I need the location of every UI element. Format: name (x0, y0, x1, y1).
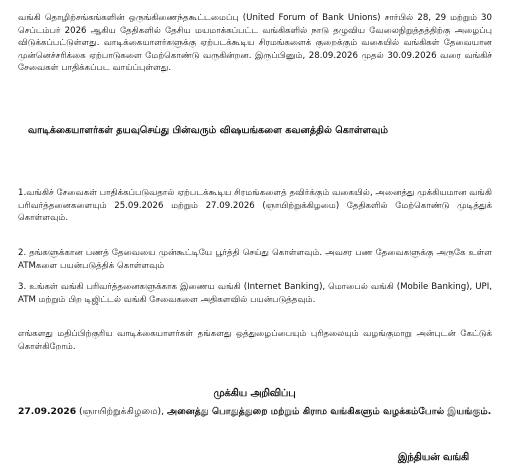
advice-point-1: 1.வங்கிச் சேவைகள் பாதிக்கப்படுவதால் ஏற்படக்கூடிய சிரமங்களைத் தவிர்க்கும் வகையில், அனைத்து முக்கியமான வங்கி பரிவர்த்தனைகளையும் 25.09.2026 மற்றும் 27.09.2026 (ஞாயிற்றுக்கிழமை) தேதிகளில் மேற்கொண்டு முடித்துக் கொள்ளவும். (18, 188, 492, 224)
notice-date: 27.09.2026 (18, 406, 77, 417)
intro-paragraph: வங்கி தொழிற்சங்கங்களின் ஒருங்கிணைந்தகூட்டமைப்பு (United Forum of Bank Unions) சார்பில் 28, 29 மற்றும் 30 செப்டம்பர் 2026 ஆகிய தேதிகளில் தேசிய மயமாக்கப்பட்ட வங்கிகளில் நாடு தழுவிய வேலைநிறுத்தத்திற்கு அழைப்பு விடுக்கப்பட்டுள்ளது. வாடிக்கையாளர்களுக்கு ஏற்படக்கூடிய சிரமங்களைக் குறைக்கும் வகையில் வங்கிகள் தேவையான முன்னெச்சரிக்கை ஏற்பாடுகளை மேற்கொண்டு வருகின்றன. இருப்பினும், 28.09.2026 முதல் 30.09.2026 வரை வங்கிச் சேவைகள் பாதிக்கப்பட வாய்ப்புள்ளது. (18, 13, 492, 74)
notice-day: (ஞாயிற்றுக்கிழமை), (76, 406, 167, 417)
advice-point-2: 2. தங்களுக்கான பணத் தேவையை முன்கூட்டியே பூர்த்தி செய்து கொள்ளவும். அவசர பண தேவைகளுக்கு அருகே உள்ள ATMகளை பயன்படுத்திக் கொள்ளவும் (18, 248, 492, 271)
notice-heading: முக்கிய அறிவிப்பு (213, 388, 296, 399)
notice-text: அனைத்து பொதுத்துறை மற்றும் கிராம வங்கிகளும் வழக்கம்போல் இயங்கும். (166, 406, 492, 417)
closing-paragraph: எங்களது மதிப்பிற்குரிய வாடிக்கையாளர்கள் தங்களது ஒத்துழைப்பையும் புரிதலையும் வழங்குமாறு அன்புடன் கேட்டுக் கொள்கிறோம். (18, 329, 492, 352)
advice-point-3: 3. உங்கள் வங்கி பரிவர்த்தனைகளுக்காக இணைய வங்கி (Internet Banking), மொபைல் வங்கி (Mobile Banking), UPI, ATM மற்றும் பிற டிஜிட்டல் வங்கி சேவைகளை அதிகளவில் பயன்படுத்தவும். (18, 282, 492, 305)
advice-heading: வாடிக்கையாளர்கள் தயவுசெய்து பின்வரும் விஷயங்களை கவனத்தில் கொள்ளவும் (28, 125, 389, 136)
notice-paragraph (18, 405, 492, 419)
signature: இந்தியன் வங்கி (397, 452, 469, 463)
